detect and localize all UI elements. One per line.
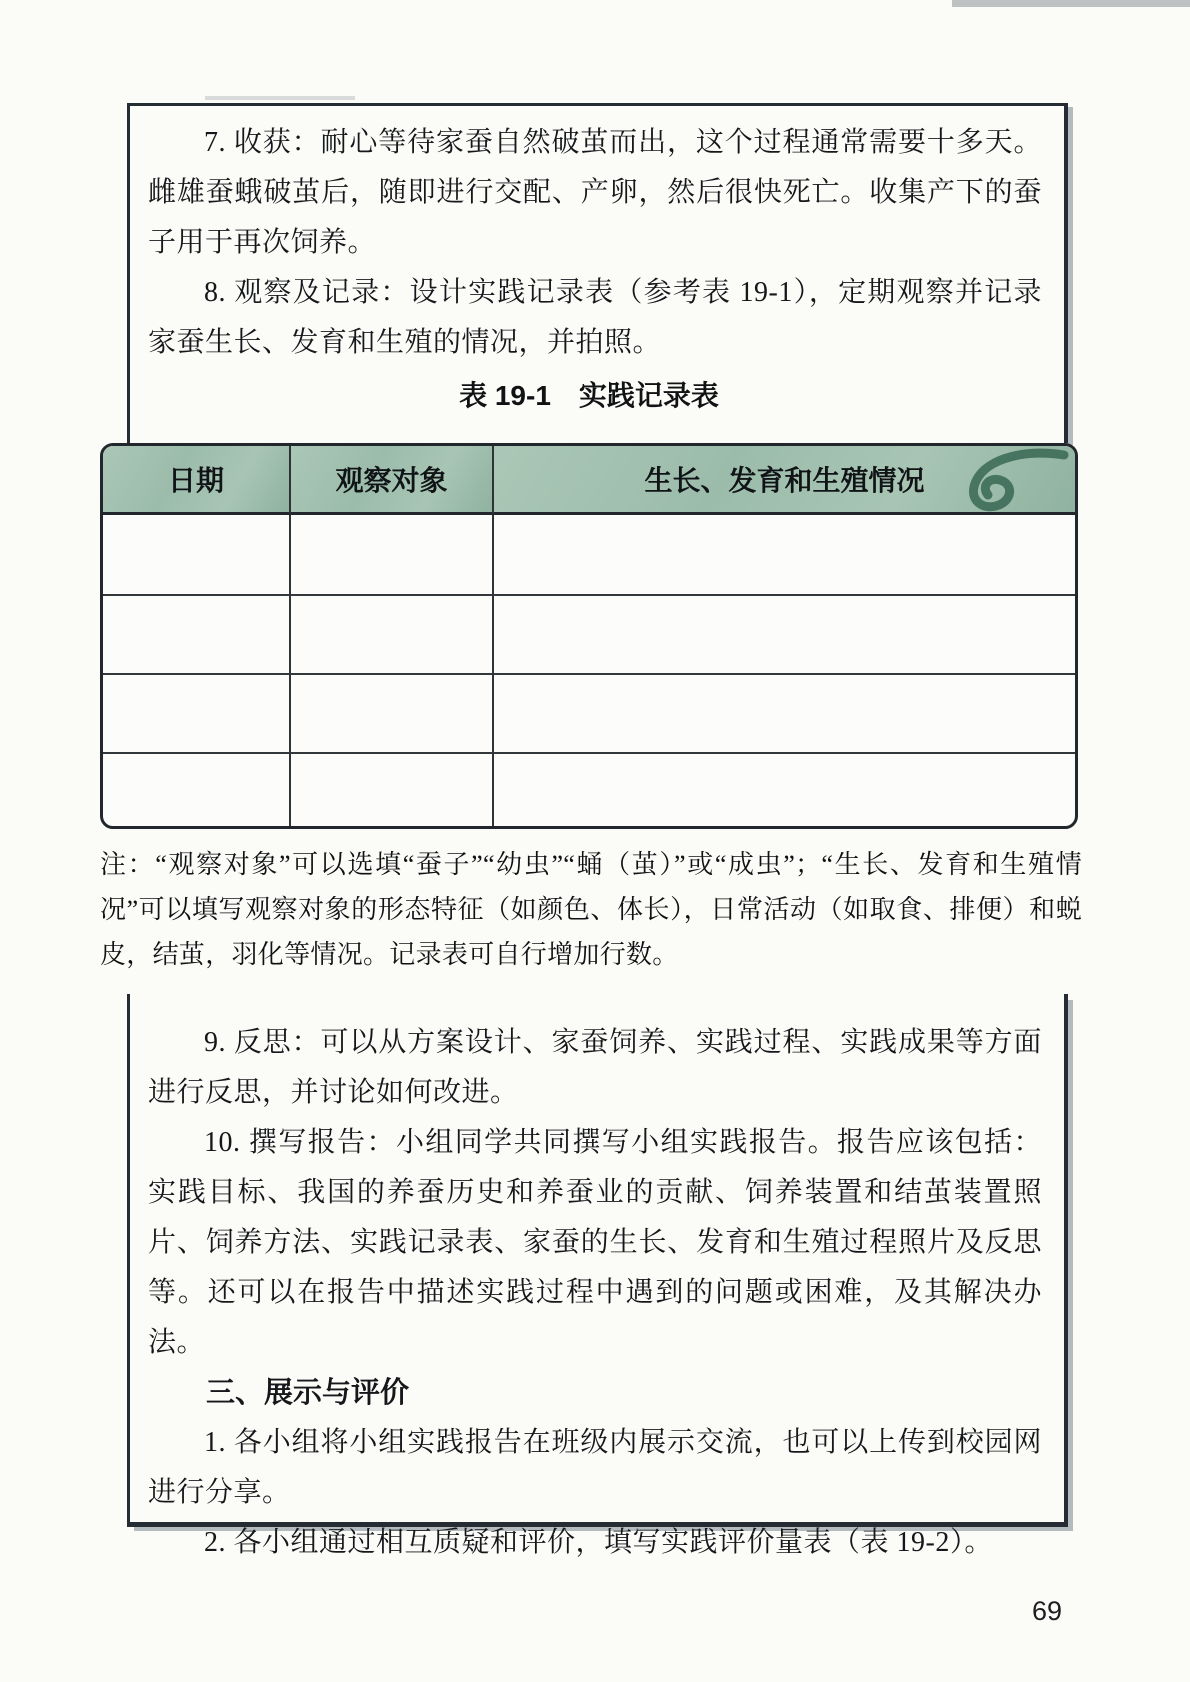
scan-artifact (205, 96, 355, 100)
paragraph-step-9: 9. 反思：可以从方案设计、家蚕饲养、实践过程、实践成果等方面进行反思，并讨论如何改进。 (148, 1027, 1042, 1108)
header-cell-growth-status-label: 生长、发育和生殖情况 (644, 465, 925, 496)
practice-record-table (100, 443, 1078, 829)
table-cell (494, 594, 1075, 673)
table-cell (103, 673, 291, 752)
paragraph-step-8: 8. 观察及记录：设计实践记录表（参考表 19-1），定期观察并记录家蚕生长、发育和生殖的情况，并拍照。 (148, 277, 1042, 358)
table-cell (494, 515, 1075, 594)
header-cell-date: 日期 (103, 446, 291, 515)
paragraph-step-7: 7. 收获：耐心等待家蚕自然破茧而出，这个过程通常需要十多天。雌雄蚕蛾破茧后，随即进行交配、产卵，然后很快死亡。收集产下的蚕子用于再次饲养。 (148, 127, 1042, 258)
table-note: 注：“观察对象”可以选填“蚕子”“幼虫”“蛹（茧）”或“成虫”；“生长、发育和生殖情况”可以填写观察对象的形态特征（如颜色、体长），日常活动（如取食、排便）和蜕皮，结茧，羽化等情况。记录表可自行增加行数。 (100, 850, 1082, 969)
swirl-decoration-icon (943, 448, 1069, 512)
table-cell (103, 515, 291, 594)
paragraph-step-10: 10. 撰写报告：小组同学共同撰写小组实践报告。报告应该包括：实践目标、我国的养蚕历史和养蚕业的贡献、饲养装置和结茧装置照片、饲养方法、实践记录表、家蚕的生长、发育和生殖过程照片及反思等。还可以在报告中描述实践过程中遇到的问题或困难，及其解决办法。 (148, 1127, 1042, 1358)
table-cell (291, 673, 494, 752)
table-cell (291, 752, 494, 826)
table-cell (291, 594, 494, 673)
table-cell (494, 673, 1075, 752)
header-cell-growth-status (494, 446, 1075, 515)
bottom-activity-box (127, 994, 1068, 1558)
scan-artifact (952, 0, 1190, 7)
page-number: 69 (1032, 1596, 1063, 1626)
table-cell (103, 752, 291, 826)
table-cell (494, 752, 1075, 826)
paragraph-item-1: 1. 各小组将小组实践报告在班级内展示交流，也可以上传到校园网进行分享。 (148, 1427, 1042, 1508)
table-cell (291, 515, 494, 594)
table-caption: 表 19-1 实践记录表 (459, 380, 719, 411)
paragraph-item-2: 2. 各小组通过相互质疑和评价，填写实践评价量表（表 19-2）。 (204, 1527, 993, 1558)
table-cell (103, 594, 291, 673)
header-cell-observed-object: 观察对象 (291, 446, 494, 515)
section-heading-display-evaluation: 三、展示与评价 (206, 1377, 410, 1409)
